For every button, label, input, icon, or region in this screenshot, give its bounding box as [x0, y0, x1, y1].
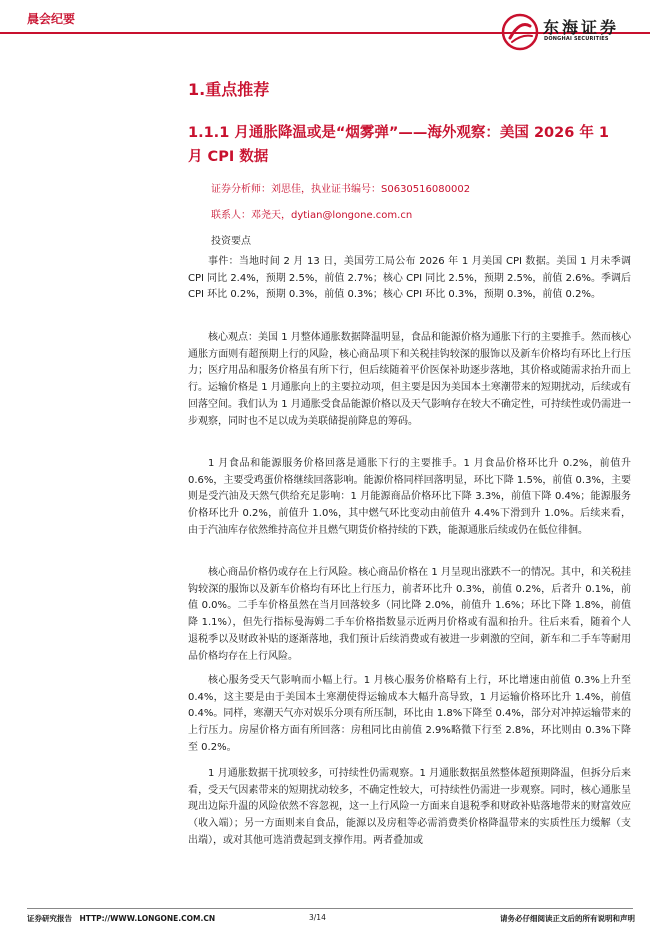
paragraph-event: 事件：当地时间 2 月 13 日，美国劳工局公布 2026 年 1 月美国 CPI 数据。美国 1 月未季调 CPI 同比 2.4%，预期 2.5%，前值 2.7%；核心 CPI 同比 2.5%，预期 2.5%，前值 2.6%。季调后 CPI 环比 0.2%，预期 0.3%，前值 0.3%；核心 CPI 环比 0.3%，预期 0.3%，前值 0.2%。 [188, 256, 631, 301]
analyst-line: 证券分析师：刘思佳，执业证书编号：S0630516080002 [211, 184, 471, 195]
company-logo [500, 12, 650, 52]
paragraph-sustainability: 1 月通胀数据干扰项较多，可持续性仍需观察。1 月通胀数据虽然整体超预期降温，但拆分后来看，受天气因素带来的短期扰动较多，不确定性较大，可持续性仍需进一步观察。同时，核心通胀呈现出边际升温的风险依然不容忽视，这一上行风险一方面来自退税季和财政补贴落地带来的财富效应（收入端）；另一方面则来自食品，能源以及房租等必需消费类价格降温带来的实质性压力缓解（支出端），或对其他可选消费起到支撑作用。两者叠加或 [188, 768, 631, 846]
paragraph-core-goods: 核心商品价格仍或存在上行风险。核心商品价格在 1 月呈现出涨跌不一的情况。其中，和关税挂钩较深的服饰以及新车价格均有环比上行压力，前者环比升 0.3%，前值 0.2%，后者升 0.1%，前值 0.0%。二手车价格虽然在当月回落较多（同比降 2.0%，前值升 1.6%；环比下降 1.8%，前值降 1.1%），但先行指标曼海姆二手车价格指数显示近两月价格或有温和抬升。往后来看，随着个人退税季以及财政补贴的逐渐落地，我们预计后续消费或有被进一步刺激的空间，新车和二手车等耐用品价格均存在上行风险。 [188, 567, 631, 662]
footer-rule [27, 908, 633, 909]
footer-source: 证券研究报告 HTTP://WWW.LONGONE.COM.CN [27, 914, 216, 923]
company-logo-english: DONGHAI SECURITIES [544, 36, 609, 42]
paragraph-core-services: 核心服务受天气影响而小幅上行。1 月核心服务价格略有上行，环比增速由前值 0.3%上升至 0.4%，这主要是由于美国本土寒潮使得运输成本大幅升高导致，1 月运输价格环比升 1.4%，前值 0.4%。同样，寒潮天气亦对娱乐分项有所压制，环比由 1.8%下降至 0.4%，部分对冲掉运输带来的上行压力。房屋价格方面有所回落：房租同比由前值 2.9%略微下行至 2.8%，环比则由 0.3%下降至 0.2%。 [188, 675, 631, 753]
company-logo-name: 东海证券 [543, 18, 620, 37]
company-logo-icon [500, 12, 540, 52]
key-points-label: 投资要点 [211, 236, 251, 247]
header-title: 晨会纪要 [27, 12, 76, 26]
footer-disclaimer: 请务必仔细阅读正文后的所有说明和声明 [500, 914, 635, 923]
paragraph-food-energy: 1 月食品和能源服务价格回落是通胀下行的主要推手。1 月食品价格环比升 0.2%，前值升 0.6%，主要受鸡蛋价格继续回落影响。能源价格同样回落明显，环比下降 1.5%，前值 0.3%，主要则是受汽油及天然气供给充足影响：1 月能源商品价格环比下降 3.3%，前值下降 0.4%；能源服务价格环比升 0.2%，前值升 1.0%，其中燃气环比变动由前值升 4.4%下滑到升 1.0%。后续来看，由于汽油库存依然维持高位并且燃气期货价格持续的下跌，能源通胀后续或仍在低位徘徊。 [188, 458, 631, 536]
page-number: 3/14 [309, 913, 326, 922]
article-title: 1.1.1 月通胀降温或是“烟雾弹”——海外观察：美国 2026 年 1 月 CPI 数据 [188, 125, 609, 165]
paragraph-core-view: 核心观点：美国 1 月整体通胀数据降温明显，食品和能源价格为通胀下行的主要推手。然而核心通胀方面则有超预期上行的风险，核心商品项下和关税挂钩较深的服饰以及新车价格均有环比上行压力；医疗用品和服务价格虽有所下行，但后续随着平价医保补助逐步落地，其价格或随需求抬升而上行。运输价格是 1 月通胀向上的主要拉动项，但主要是因为美国本土寒潮带来的短期扰动，后续或有回落空间。我们认为 1 月通胀受食品能源价格以及天气影响存在较大不确定性，可持续性或仍需进一步观察，同时也不足以成为美联储提前降息的筹码。 [188, 332, 631, 427]
section-title: 1.重点推荐 [188, 80, 270, 99]
contact-line: 联系人：邓尧天，dytian@longone.com.cn [211, 210, 413, 221]
